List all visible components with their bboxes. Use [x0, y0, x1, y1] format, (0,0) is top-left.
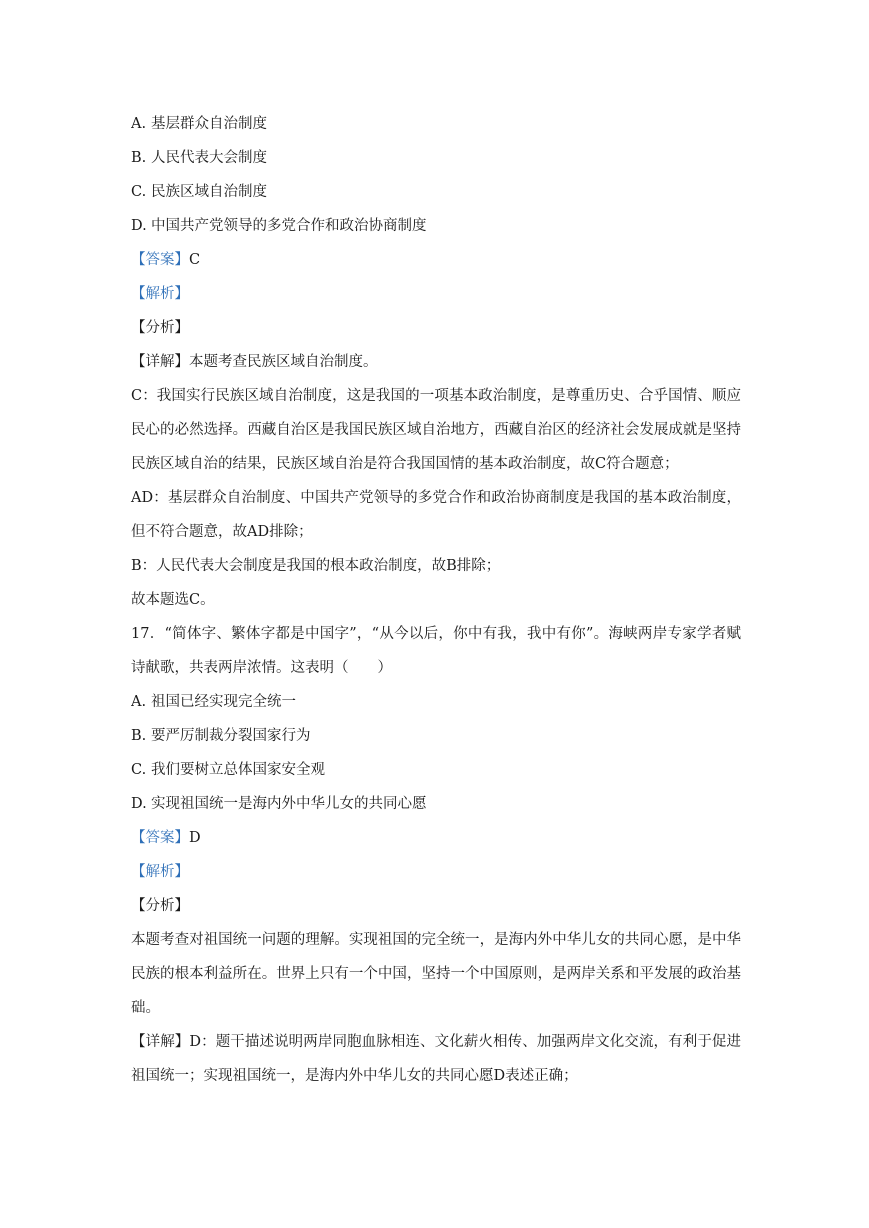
option-letter: A. — [131, 116, 147, 132]
answer-value: C — [189, 252, 201, 268]
q16-para-c: C：我国实行民族区域自治制度，这是我国的一项基本政治制度，是尊重历史、合乎国情、顺应民心的必然选择。西藏自治区是我国民族区域自治地方，西藏自治区的经济社会发展成就是坚持民族区域自治的结果，民族区域自治是符合我国国情的基本政治制度，故C符合题意； — [131, 388, 741, 472]
detail-text: D：题干描述说明两岸同胞血脉相连、文化薪火相传、加强两岸文化交流，有利于促进祖国统一；实现祖国统一，是海内外中华儿女的共同心愿D表述正确； — [131, 1034, 742, 1084]
q17-detail — [131, 1025, 741, 1093]
q16-conclusion: 故本题选C。 — [131, 592, 215, 608]
option-text: 要严厉制裁分裂国家行为 — [151, 728, 311, 744]
option-letter: A. — [131, 694, 147, 710]
detail-intro: 本题考查民族区域自治制度。 — [189, 354, 378, 370]
q16-option-a — [131, 107, 741, 141]
document-page — [131, 107, 741, 1093]
detail-tag: 【详解】 — [131, 354, 189, 370]
q16-option-b — [131, 141, 741, 175]
answer-value: D — [189, 830, 201, 846]
option-text: 民族区域自治制度 — [151, 184, 267, 200]
q17-stem: 17．“简体字、繁体字都是中国字”，“从今以后，你中有我，我中有你”。海峡两岸专家学者赋诗献歌，共表两岸浓情。这表明（ ） — [131, 626, 741, 676]
option-text: 基层群众自治制度 — [151, 116, 267, 132]
detail-tag: 【详解】 — [131, 1034, 190, 1050]
option-text: 中国共产党领导的多党合作和政治协商制度 — [151, 218, 427, 234]
option-text: 实现祖国统一是海内外中华儿女的共同心愿 — [151, 796, 427, 812]
q17-option-a — [131, 685, 741, 719]
fenxi-tag: 【分析】 — [131, 898, 189, 914]
option-letter: B. — [131, 728, 147, 744]
q16-para-b: B：人民代表大会制度是我国的根本政治制度，故B排除； — [131, 558, 501, 574]
q17-fenxi-text: 本题考查对祖国统一问题的理解。实现祖国的完全统一，是海内外中华儿女的共同心愿，是中华民族的根本利益所在。世界上只有一个中国，坚持一个中国原则，是两岸关系和平发展的政治基础。 — [131, 932, 741, 1016]
q17-analysis — [131, 855, 741, 889]
option-letter: D. — [131, 796, 147, 812]
answer-tag: 【答案】 — [131, 252, 189, 268]
q17-option-d — [131, 787, 741, 821]
analysis-tag: 【解析】 — [131, 286, 189, 302]
answer-tag: 【答案】 — [131, 830, 189, 846]
q16-para-ad: AD：基层群众自治制度、中国共产党领导的多党合作和政治协商制度是我国的基本政治制度，但不符合题意，故AD排除； — [131, 490, 741, 540]
q17-fenxi — [131, 889, 741, 923]
option-text: 我们要树立总体国家安全观 — [151, 762, 325, 778]
q17-option-b — [131, 719, 741, 753]
analysis-tag: 【解析】 — [131, 864, 189, 880]
fenxi-tag: 【分析】 — [131, 320, 189, 336]
option-letter: B. — [131, 150, 147, 166]
q16-option-c — [131, 175, 741, 209]
q16-answer — [131, 243, 741, 277]
q16-detail — [131, 345, 741, 379]
q16-fenxi — [131, 311, 741, 345]
option-letter: C. — [131, 762, 147, 778]
q17-answer — [131, 821, 741, 855]
q16-option-d — [131, 209, 741, 243]
option-text: 祖国已经实现完全统一 — [151, 694, 296, 710]
option-text: 人民代表大会制度 — [151, 150, 267, 166]
option-letter: C. — [131, 184, 147, 200]
q17-option-c — [131, 753, 741, 787]
q16-analysis — [131, 277, 741, 311]
option-letter: D. — [131, 218, 147, 234]
